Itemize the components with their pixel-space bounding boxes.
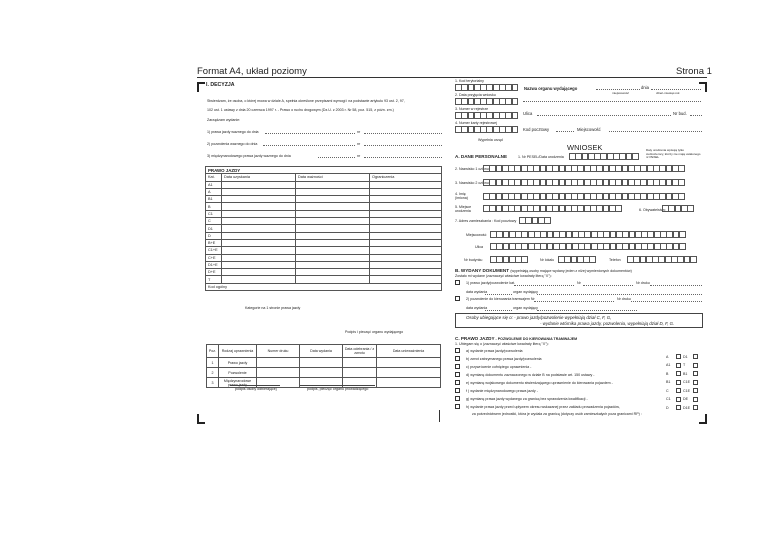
category-cell[interactable]	[222, 210, 296, 217]
imie-label: 4. Imię (imiona)	[455, 192, 468, 201]
category-cell[interactable]	[370, 181, 442, 188]
category-cell[interactable]	[222, 276, 296, 283]
category-choice-checkbox[interactable]	[693, 363, 698, 368]
prawo-jazdy-table-title: PRAWO JAZDY	[206, 167, 442, 174]
kategorie-note: Kategorie na 1 stronie prawa jazdy	[245, 306, 301, 310]
category-cell[interactable]	[222, 269, 296, 276]
dnia-label: dnia	[641, 85, 649, 90]
category-choice-row	[666, 380, 698, 385]
corner-mark-bottom-left	[197, 414, 205, 424]
dnia-field[interactable]	[651, 89, 701, 90]
c-item-label: h) wydanie prawa jazdy przed upływem okresu wskazanej przez zakładu prowadzenia pojazdów,	[466, 405, 620, 409]
decision-item-2: 2) pozwolenia waznego do dnia	[207, 142, 258, 146]
nr-bud-field[interactable]	[690, 115, 702, 116]
category-choice-checkbox[interactable]	[676, 388, 681, 393]
category-label: D1+E	[206, 261, 222, 268]
issued-row-cell[interactable]	[377, 368, 441, 378]
category-cell[interactable]	[370, 269, 442, 276]
issued-row-cell[interactable]	[377, 378, 441, 388]
letter-cell[interactable]	[678, 165, 685, 172]
category-row	[206, 218, 442, 225]
c-item-label: b) zwrot zatrzymanego prawa jazdy/pozwolenia	[466, 357, 542, 361]
category-cell[interactable]	[296, 276, 370, 283]
corner-mark-top-left	[197, 82, 205, 92]
wypelnia-urzad-label: Wypełnia urząd	[478, 138, 503, 142]
decision-paragraph-2: 102 ust. 1 ustawy z dnia 20 czerwca 1997 r. - Prawo o ruchu drogowym (Dz.U. z 2003 r. Nr 58, poz. 515, z późn. zm.)	[207, 108, 394, 112]
c-item-label: d) wymianę dokumentu zaznaczonego w dziale B na podstawie art. 150 ustawy -	[466, 373, 595, 377]
category-row	[206, 276, 442, 283]
category-choice-row	[666, 397, 698, 402]
kod-teryt-cells[interactable]	[455, 84, 518, 91]
prawo-jazdy-c-title: C. PRAWO JAZDY	[455, 336, 495, 341]
category-label: C1	[206, 210, 222, 217]
adres-label: 7. Adres zamieszkania : Kod pocztowy	[455, 219, 517, 223]
dane-personalne-title: A. DANE PERSONALNE	[455, 154, 508, 159]
category-choice-label: C1E	[683, 380, 690, 384]
miejscowosc2-label: Miejscowość	[466, 233, 487, 237]
category-choice-checkbox[interactable]	[693, 397, 698, 402]
category-choice-label: C	[666, 388, 669, 393]
nr-field-2[interactable]	[364, 145, 442, 146]
category-row	[206, 210, 442, 217]
obywatelstwo-cells[interactable]	[662, 205, 693, 212]
nr-label-2: nr	[357, 142, 361, 146]
category-choice-checkbox[interactable]	[676, 371, 681, 376]
c-item-label: f ) wydanie międzynarodowego prawa jazdy -	[466, 389, 538, 393]
pesel-note: Daty urodzenia wpisują tylko cudzoziemcy, którzy nie mają ustalonego nr PESEL	[646, 148, 701, 160]
category-cell[interactable]	[296, 188, 370, 195]
issued-row-number: 2	[207, 368, 219, 378]
ulica2-label: Ulica	[475, 245, 483, 249]
category-cell[interactable]	[296, 247, 370, 254]
page-title: Format A4, układ poziomy	[197, 66, 307, 77]
col-header-ograniczenia: Ograniczenia	[370, 174, 442, 181]
b1-organ-label: organ wydający	[513, 290, 538, 294]
decision-date-field-2[interactable]	[263, 145, 355, 146]
category-choice-row	[666, 354, 698, 359]
letter-cell[interactable]	[615, 205, 622, 212]
issued-row-cell[interactable]	[257, 368, 300, 378]
wydany-dokument-sub: Zostało mi wydane (zaznaczyć właściwe kwadraty literą "X"):	[455, 274, 552, 278]
imie-cells[interactable]	[483, 193, 685, 200]
category-cell[interactable]	[222, 188, 296, 195]
category-cell[interactable]	[296, 181, 370, 188]
issued-row-cell[interactable]	[377, 358, 441, 368]
nazwisko-label: 2. Nazwisko 1 członu	[455, 167, 489, 171]
category-cell[interactable]	[296, 261, 370, 268]
category-cell[interactable]	[222, 181, 296, 188]
category-choice-checkbox[interactable]	[676, 380, 681, 385]
kod-pocztowy-field[interactable]	[556, 131, 574, 132]
col-header-kat: Kat.	[206, 174, 222, 181]
col-header-data-waznosci: Data ważności	[296, 174, 370, 181]
signature-label-1: podpis osoby odbierającej	[235, 387, 277, 391]
t2-header-poz: Poz.	[207, 345, 219, 358]
letter-cell[interactable]	[679, 231, 686, 238]
category-cell[interactable]	[370, 254, 442, 261]
category-cell[interactable]	[222, 239, 296, 246]
issued-row-cell[interactable]	[343, 368, 377, 378]
category-cell[interactable]	[370, 218, 442, 225]
category-row	[206, 181, 442, 188]
category-label: C+E	[206, 254, 222, 261]
numer-karty-cells[interactable]	[455, 126, 518, 133]
pesel-cells[interactable]	[569, 153, 638, 160]
category-choice-label: C1E	[683, 388, 690, 393]
category-cell[interactable]	[222, 218, 296, 225]
nr-lokalu-label: Nr lokalu	[540, 258, 555, 262]
b1-druku-field[interactable]	[650, 285, 702, 286]
issued-row	[207, 358, 441, 368]
letter-cell[interactable]	[678, 193, 685, 200]
category-choice-checkbox[interactable]	[693, 405, 698, 410]
nr-bud-label: Nr bud.	[673, 111, 687, 116]
obywatelstwo-label: 6. Obywatelstwo	[639, 208, 666, 212]
b1-organ-field[interactable]	[537, 294, 702, 295]
nr-budynku-label: Nr budynku	[464, 258, 483, 262]
issued-row-cell[interactable]	[300, 368, 343, 378]
c-item-checkbox[interactable]	[455, 380, 460, 385]
center-fold-mark	[439, 410, 440, 422]
podpis-organu-label: Podpis i pieczęć organu wydającego	[345, 330, 404, 334]
category-choice-label: B1	[683, 371, 688, 376]
category-label: B	[206, 203, 222, 210]
category-cell[interactable]	[370, 232, 442, 239]
category-cell[interactable]	[222, 261, 296, 268]
wniosek-title: WNIOSEK	[567, 143, 603, 152]
category-cell[interactable]	[370, 225, 442, 232]
t2-header-rodzaj: Rodzaj uprawnienia	[219, 345, 257, 358]
category-choice-label: D1E	[683, 405, 690, 410]
kod-pocztowy-label: Kod pocztowy	[523, 127, 550, 132]
kod-ogolny-row: Kod ogólny	[206, 283, 442, 290]
category-choice-label: A	[666, 354, 669, 359]
issued-documents-table	[206, 344, 441, 388]
category-label: B1	[206, 196, 222, 203]
b1-nr-label: Nr	[577, 281, 581, 285]
b2-checkbox[interactable]	[455, 296, 460, 301]
miejsce-cells[interactable]	[483, 205, 622, 212]
kod-pocztowy-cells[interactable]	[519, 217, 550, 224]
page-label: Strona 1	[676, 66, 712, 77]
category-label: B+E	[206, 239, 222, 246]
miejscowosc-field[interactable]	[596, 89, 640, 90]
b1-data-label: data wydania	[466, 290, 488, 294]
t2-header-data-uniewaznienia: Data unieważnienia	[377, 345, 441, 358]
ulica2-cells[interactable]	[490, 243, 685, 250]
miejscowosc2-cells[interactable]	[490, 231, 685, 238]
b1-checkbox[interactable]	[455, 280, 460, 285]
telefon-label: Telefon	[609, 258, 621, 262]
issued-row-cell[interactable]	[300, 358, 343, 368]
issued-row-type: Prawo jazdy	[219, 358, 257, 368]
category-choice-checkbox[interactable]	[676, 363, 681, 368]
issued-row	[207, 378, 441, 388]
decision-date-field-3[interactable]	[318, 157, 355, 158]
category-cell[interactable]	[222, 254, 296, 261]
category-row	[206, 261, 442, 268]
prawo-jazdy-c-title2: - POZWOLENIE DO KIEROWANIA TRAMWAJEM	[494, 337, 578, 341]
b2-data-label: data wydania	[466, 306, 488, 310]
signature-line-2	[300, 385, 375, 386]
category-label: T	[206, 276, 222, 283]
category-choice-label: B	[666, 371, 669, 376]
category-choice-label: A1	[666, 363, 671, 367]
c-item-label: za pośrednictwem jednostki, która je wydała za granicą (dotyczy osób zamieszkałych poza granicami RP) :	[472, 412, 642, 416]
c-item-label: g) wymianę prawa jazdy wydanego za granicą bez sprawdzenia kwalifikacji -	[466, 397, 588, 401]
category-cell[interactable]	[370, 188, 442, 195]
category-cell[interactable]	[222, 196, 296, 203]
nazwisko2-cells[interactable]	[483, 179, 685, 186]
category-cell[interactable]	[370, 261, 442, 268]
organ-label: Nazwa organu wydającego	[524, 86, 578, 91]
miejscowosc-office-field[interactable]	[609, 131, 702, 132]
header-rule	[197, 77, 707, 78]
ulica-field[interactable]	[537, 115, 671, 116]
category-label: A1	[206, 181, 222, 188]
notice-line-1: Osoby ubiegające się o: - prawo jazdy/pozwolenie wypełniają dział C, F, G,	[466, 315, 612, 320]
t2-header-numer: Numer druku	[257, 345, 300, 358]
issued-row-cell[interactable]	[257, 378, 300, 388]
c-item-label: a) wydanie prawa jazdy/pozwolenia	[466, 349, 523, 353]
corner-mark-top-right	[699, 82, 707, 92]
pesel-label: 1. Nr PESEL/Data urodzenia	[518, 155, 564, 159]
category-choice-label: D	[666, 405, 669, 410]
decision-date-field-1[interactable]	[265, 133, 355, 134]
category-label: C	[206, 218, 222, 225]
issued-row-cell[interactable]	[300, 378, 343, 388]
category-cell[interactable]	[222, 247, 296, 254]
b1-data-field[interactable]	[485, 294, 512, 295]
ulica-label: Ulica	[523, 111, 533, 116]
category-row	[206, 225, 442, 232]
nazwisko2-label: 3. Nazwisko 2 członu	[455, 181, 489, 185]
category-choice-label: D1	[683, 354, 688, 359]
b1-druku-label: Nr druku	[636, 281, 650, 285]
category-label: A	[206, 188, 222, 195]
category-cell[interactable]	[370, 276, 442, 283]
category-choice-checkbox[interactable]	[676, 354, 681, 359]
category-choice-row	[666, 371, 698, 376]
decision-paragraph-3: Zarządzam wydanie:	[207, 118, 241, 122]
category-label: D	[206, 232, 222, 239]
b2-organ-field[interactable]	[537, 310, 637, 311]
nr-lokalu-cells[interactable]	[558, 256, 596, 263]
category-cell[interactable]	[296, 232, 370, 239]
b2-nr-field[interactable]	[534, 301, 614, 302]
b1-label: 1) prawo jazdy/pozwolenie kat.	[466, 281, 516, 285]
numer-wniosku-cells[interactable]	[455, 112, 518, 119]
telefon-cells[interactable]	[627, 256, 696, 263]
prawo-jazdy-c-sub: 1. Ubiegam się o (zaznaczyć właściwe kwadraty literą "X"):	[455, 342, 549, 346]
category-choice-label: T	[683, 363, 686, 367]
category-cell[interactable]	[296, 218, 370, 225]
category-cell[interactable]	[296, 196, 370, 203]
issued-row-number: 3	[207, 378, 219, 388]
notice-line-2: - wydanie wtórnika prawa jazdy, pozwolenia, wypełniają dział D, F, G.	[540, 321, 675, 326]
signature-line-1	[230, 385, 280, 386]
category-choice-checkbox[interactable]	[693, 388, 698, 393]
issued-row-type: Pozwolenie	[219, 368, 257, 378]
issued-row-number: 1	[207, 358, 219, 368]
wydany-dokument-title: B. WYDANY DOKUMENT	[455, 268, 510, 273]
miejsce-label: 5. Miejsce urodzenia	[455, 205, 472, 214]
category-choice-row	[666, 363, 698, 368]
category-cell[interactable]	[296, 203, 370, 210]
category-choice-row	[666, 405, 698, 410]
nr-label-1: nr	[357, 130, 361, 134]
category-choice-checkbox[interactable]	[693, 380, 698, 385]
category-cell[interactable]	[296, 254, 370, 261]
decision-item-1: 1) prawa jazdy waznego do dnia	[207, 130, 259, 134]
miejscowosc-label: Miejscowość	[577, 127, 601, 132]
c-item-checkbox[interactable]	[455, 404, 460, 409]
wydany-dokument-note: (wypełniają osoby mające wydany jeden z niżej wymienionych dokumentów)	[510, 269, 632, 273]
dzien-hint: dzień-miesiąc-rok	[656, 91, 680, 95]
issued-row-cell[interactable]	[257, 358, 300, 368]
t2-header-data-odebrania: Data odebrania / z zwrotu	[343, 345, 377, 358]
category-choice-label: DE	[683, 397, 688, 401]
issued-row	[207, 368, 441, 378]
category-cell[interactable]	[222, 232, 296, 239]
signature-label-2: podpis, pieczęć organu prowadzącego	[307, 387, 369, 391]
letter-cell[interactable]	[678, 179, 685, 186]
issued-row-type: Międzynarodowe prawo jazdy	[219, 378, 257, 388]
wydany-dokument-section	[455, 268, 632, 273]
c-item-checkbox[interactable]	[455, 348, 460, 353]
category-choice-checkbox[interactable]	[693, 354, 698, 359]
category-choice-label: C1	[666, 397, 671, 401]
col-header-data-uzyskania: Data uzyskania	[222, 174, 296, 181]
section-decyzja-title: I. DECYZJA	[206, 82, 235, 88]
category-choice-checkbox[interactable]	[693, 371, 698, 376]
issued-row-cell[interactable]	[343, 358, 377, 368]
category-label: D+E	[206, 269, 222, 276]
category-row	[206, 196, 442, 203]
numer-karty-label: 4. Numer karty rejestrowej	[455, 121, 497, 125]
category-choice-checkbox[interactable]	[676, 397, 681, 402]
organ-name-field[interactable]	[523, 101, 701, 102]
b1-nr-field[interactable]	[583, 285, 633, 286]
category-cell[interactable]	[370, 210, 442, 217]
category-label: C1+E	[206, 247, 222, 254]
b2-druku-label: Nr druku	[617, 297, 631, 301]
miejscowosc-hint: miejscowość	[612, 91, 630, 95]
decision-paragraph-1: Stwierdzam, że osoba, o której mowa w dziale A, spełnia określone przepisami wymogi i na podstawie artykułu 93 ust. 2, 97,	[207, 99, 405, 103]
category-cell[interactable]	[222, 225, 296, 232]
b2-druku-field[interactable]	[631, 301, 702, 302]
decision-item-3: 3) międzynarodowego prawa jazdy waznego do dnia	[207, 154, 291, 158]
category-choice-checkbox[interactable]	[676, 405, 681, 410]
category-row	[206, 269, 442, 276]
nr-field-1[interactable]	[364, 133, 442, 134]
prawo-jazdy-section	[455, 336, 577, 341]
category-cell[interactable]	[370, 203, 442, 210]
c-item-label: c) przywrócenie cofniętego uprawnienia -	[466, 365, 532, 369]
numer-wniosku-label: 3. Numer w rejestrze	[455, 107, 489, 111]
category-choice-label: B1	[666, 380, 671, 384]
data-przyjecia-cells[interactable]	[455, 98, 518, 105]
c-item-checkbox[interactable]	[455, 372, 460, 377]
prawo-jazdy-table	[205, 166, 442, 291]
c-item-checkbox[interactable]	[455, 364, 460, 369]
b2-label: 2) pozwolenie do kierowania tramwajem Nr	[466, 297, 535, 301]
c-item-checkbox[interactable]	[455, 396, 460, 401]
nr-label-3: nr	[357, 154, 361, 158]
c-item-checkbox[interactable]	[455, 388, 460, 393]
c-item-checkbox[interactable]	[455, 356, 460, 361]
category-cell[interactable]	[370, 196, 442, 203]
data-przyjecia-label: 2. Data przyjęcia wniosku	[455, 93, 496, 97]
kod-teryt-label: 1. Kod terytorialny	[455, 79, 484, 83]
category-row	[206, 188, 442, 195]
b2-organ-label: organ wydający	[513, 306, 538, 310]
nazwisko-cells[interactable]	[483, 165, 685, 172]
b1-kat-field[interactable]	[514, 285, 574, 286]
letter-cell[interactable]	[679, 243, 686, 250]
corner-mark-bottom-right	[699, 414, 707, 424]
nr-field-3[interactable]	[364, 157, 442, 158]
nr-budynku-cells[interactable]	[490, 256, 528, 263]
category-choice-row	[666, 388, 698, 393]
category-label: D1	[206, 225, 222, 232]
category-row	[206, 232, 442, 239]
category-cell[interactable]	[296, 210, 370, 217]
issued-row-cell[interactable]	[343, 378, 377, 388]
category-cell[interactable]	[222, 203, 296, 210]
category-cell[interactable]	[370, 247, 442, 254]
category-cell[interactable]	[296, 239, 370, 246]
b2-data-field[interactable]	[485, 310, 512, 311]
category-row	[206, 239, 442, 246]
t2-header-data-wydania: Data wydania	[300, 345, 343, 358]
category-row	[206, 254, 442, 261]
category-cell[interactable]	[296, 225, 370, 232]
c-item-label: e) wymianę wojskowego dokumentu stwierdzającego uprawnienie do kierowania pojazdem -	[466, 381, 613, 385]
category-row	[206, 203, 442, 210]
category-row	[206, 247, 442, 254]
category-cell[interactable]	[370, 239, 442, 246]
category-cell[interactable]	[296, 269, 370, 276]
